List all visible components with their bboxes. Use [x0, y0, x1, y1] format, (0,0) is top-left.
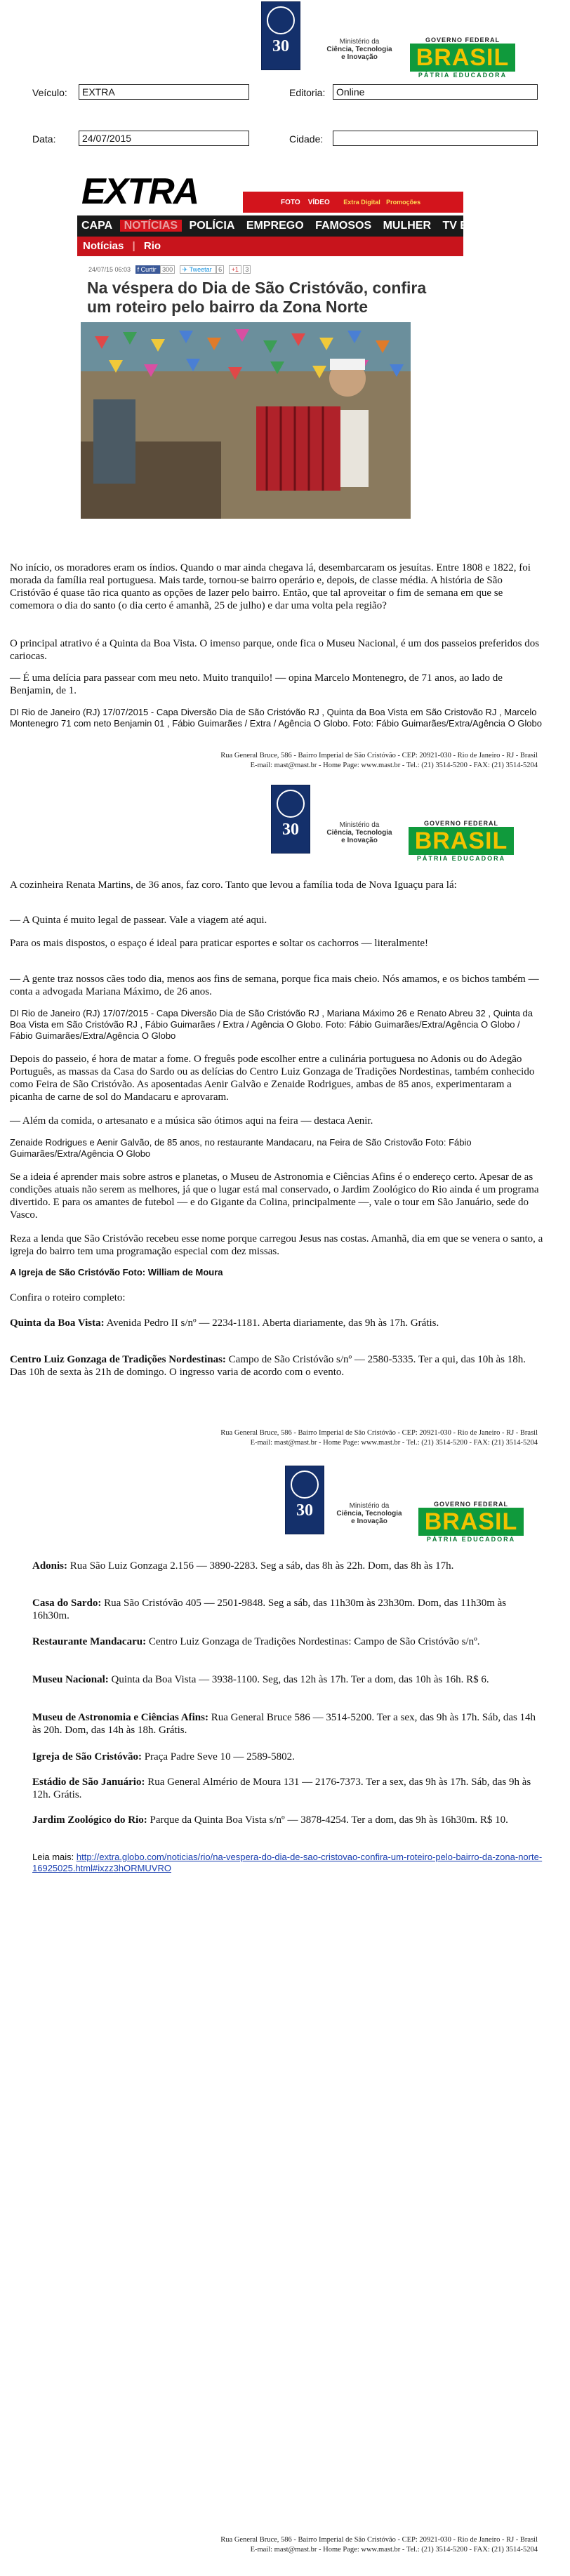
roteiro-item-7: Museu de Astronomia e Ciências Afins: Rua General Bruce 586 — 3514-5200. Ter a sex, das 9h às 17h. Sáb, das 14h às 20h. Dom, das 14h às 18h. Grátis.	[32, 1712, 536, 1736]
paragraph-11: Reza a lenda que São Cristóvão recebeu esse nome porque carregou Jesus nas costas. Amanhã, dia em que se venera o santo, a igreja do bairro tem uma programação especial com dez missas.	[10, 1233, 543, 1257]
paragraph-7: — A gente traz nossos cães todo dia, menos aos fins de semana, porque fica mais cheio. Nós amamos, e os bichos também — conta a advogada Mariana Máximo, de 26 anos.	[10, 974, 539, 997]
paragraph-4: A cozinheira Renata Martins, de 36 anos, faz coro. Tanto que levou a família toda de Nova Iguaçu para lá:	[10, 879, 457, 891]
leia-mais-label: Leia mais:	[32, 1852, 77, 1862]
paragraph-5: — A Quinta é muito legal de passear. Vale a viagem até aqui.	[10, 915, 267, 926]
mast-logo	[271, 785, 310, 854]
ministry-text: Ministério da Ciência, Tecnologia e Inovação	[336, 1502, 402, 1525]
emblem-icon	[277, 790, 305, 818]
emblem-icon	[267, 6, 295, 34]
data-label: Data:	[32, 133, 56, 145]
emblem-icon	[291, 1470, 319, 1499]
ministry-text: Ministério da Ciência, Tecnologia e Inovação	[326, 821, 392, 844]
gov-brasil-logo: GOVERNO FEDERAL BRASIL PÁTRIA EDUCADORA	[418, 1501, 524, 1543]
extra-brand: EXTRA	[81, 171, 199, 212]
logo-number: 30	[296, 1501, 313, 1520]
photo-caption-1: DI Rio de Janeiro (RJ) 17/07/2015 - Capa Diversão Dia de São Cristóvão RJ , Quinta da Boa Vista em São Cristovão RJ , Marcelo Montenegro 71 com neto Benjamin 01 , Fábio Guimarães / Extra / Agência O Globo. Foto: Fábio Guimarães/Extra/Agência O Globo	[10, 707, 542, 729]
nav-mulher[interactable]: MULHER	[383, 220, 432, 232]
roteiro-item-6: Museu Nacional: Quinta da Boa Vista — 3938-1100. Seg, das 12h às 17h. Ter a dom, das 10h às 16h. R$ 6.	[32, 1674, 489, 1685]
logo-number: 30	[282, 821, 299, 839]
masthead-links	[281, 199, 420, 206]
data-field[interactable]: 24/07/2015	[79, 131, 249, 146]
nav-policia[interactable]: POLÍCIA	[189, 220, 235, 232]
facebook-curtir-button[interactable]: f Curtir	[135, 265, 161, 274]
photo-caption-4: A Igreja de São Cristóvão Foto: William de Moura	[10, 1267, 223, 1277]
facebook-icon: f	[137, 266, 140, 273]
section-rio[interactable]: Rio	[143, 240, 161, 252]
tweet-button[interactable]: ✈ Tweetar	[180, 265, 216, 274]
roteiro-item-4: Casa do Sardo: Rua São Cristóvão 405 — 2501-9848. Seg a sáb, das 11h30m às 23h30m. Dom, das 11h30m às 16h30m.	[32, 1598, 507, 1621]
editoria-label: Editoria:	[289, 87, 326, 98]
logo-number: 30	[272, 37, 289, 55]
extra-masthead	[77, 171, 463, 213]
roteiro-item-1: Quinta da Boa Vista: Avenida Pedro II s/nº — 2234-1181. Aberta diariamente, das 9h às 17h. Grátis.	[10, 1317, 439, 1329]
roteiro-item-2: Centro Luiz Gonzaga de Tradições Nordestinas: Campo de São Cristóvão s/nº — 2580-5335. Ter a qui, das 10h às 18h. Das 10h de sexta às 21h de domingo. O ingresso varia de acordo com o evento.	[10, 1354, 526, 1378]
nav-famosos[interactable]: FAMOSOS	[315, 220, 372, 232]
headline: Na véspera do Dia de São Cristóvão, confira um roteiro pelo bairro da Zona Norte	[87, 279, 427, 316]
extra-nav	[77, 215, 508, 237]
twitter-icon: ✈	[182, 266, 188, 273]
article-photo	[81, 322, 411, 519]
ministry-text: Ministério da Ciência, Tecnologia e Inovação	[326, 38, 392, 61]
section-noticias[interactable]: Notícias	[83, 240, 124, 252]
paragraph-9: — Além da comida, o artesanato e a música são ótimos aqui na feira — destaca Aenir.	[10, 1115, 373, 1127]
paragraph-12: Confira o roteiro completo:	[10, 1292, 126, 1303]
nav-noticias[interactable]: NOTÍCIAS	[120, 220, 182, 232]
nav-tv-lazer[interactable]: TV E LAZER	[442, 220, 508, 232]
gplus-count: 3	[243, 265, 251, 274]
video-link[interactable]: VÍDEO	[307, 199, 330, 206]
extra-digital-link[interactable]: Extra Digital	[343, 199, 380, 206]
paragraph-2: O principal atrativo é a Quinta da Boa Vista. O imenso parque, onde fica o Museu Nacional, é um dos passeios preferidos dos cariocas.	[10, 638, 540, 662]
veiculo-label: Veículo:	[32, 87, 67, 98]
gov-brasil-logo: GOVERNO FEDERAL BRASIL PÁTRIA EDUCADORA	[409, 820, 514, 862]
accordion-player-photo	[81, 322, 411, 519]
foto-link[interactable]: FOTO	[281, 199, 300, 206]
share-row	[88, 266, 251, 274]
mast-logo	[261, 1, 300, 70]
paragraph-6: Para os mais dispostos, o espaço é ideal para praticar esportes e soltar os cachorros — literalmente!	[10, 938, 429, 949]
promocoes-link[interactable]: Promoções	[386, 199, 421, 206]
accordion-shape	[256, 406, 369, 491]
facebook-count: 300	[160, 265, 175, 274]
photo-caption-3: Zenaide Rodrigues e Aenir Galvão, de 85 anos, no restaurante Mandacaru, na Feira de São Cristovão Foto: Fábio Guimarães/Extra/Agência O Globo	[10, 1137, 472, 1159]
paragraph-8: Depois do passeio, é hora de matar a fome. O freguês pode escolher entre a culinária portuguesa no Adonis ou do Adegão Português, as massas da Casa do Sardo ou as delícias do Centro Luiz Gonzaga de Tradições Nordestinas, também conhecido como Feira de São Cristóvão. As aposentadas Aenir Galvão e Zenaide Rodrigues, ambas de 85 anos, experimentaram a picanha de carne de sol do Mandacaru e aprovaram.	[10, 1054, 535, 1103]
paragraph-3: — É uma delícia para passear com meu neto. Muito tranquilo! — opina Marcelo Montenegro, de 71 anos, ao lado de Benjamin, de 1.	[10, 672, 503, 696]
header-block-2	[271, 785, 566, 862]
leia-mais	[32, 1852, 545, 1874]
section-divider: |	[132, 240, 135, 252]
roteiro-item-5: Restaurante Mandacaru: Centro Luiz Gonzaga de Tradições Nordestinas: Campo de São Cristóvão s/nº.	[32, 1636, 480, 1647]
veiculo-field[interactable]: EXTRA	[79, 84, 249, 100]
cidade-field[interactable]	[333, 131, 538, 146]
paragraph-1: No início, os moradores eram os índios. Quando o mar ainda chegava lá, desembarcaram os jesuítas. Entre 1808 e 1822, foi morada da família real portuguesa. Mais tarde, tornou-se bairro operário e, depois, de classe média. A história de São Cristóvão é quase tão rica quanto as opções de lazer pelo bairro. Então, que tal aproveitar o fim de semana em que se comemora o dia do santo (o dia certo é amanhã, 25 de julho) e dar uma volta pela região?	[10, 562, 531, 611]
tweet-count: 6	[216, 265, 224, 274]
paragraph-10: Se a ideia é aprender mais sobre astros e planetas, o Museu de Astronomia e Ciências Afins é o endereço certo. Apesar de as condições atuais não serem as melhores, já que o lugar está mal conservado, o Jardim Zoológico do Rio ainda é um programa divertido. E para os amantes de futebol — e do Gigante da Colina, principalmente —, vale o tour em São Januário, sede do Vasco.	[10, 1171, 539, 1221]
roteiro-item-8: Igreja de São Cristóvão: Praça Padre Seve 10 — 2589-5802.	[32, 1751, 295, 1762]
photo-caption-2: DI Rio de Janeiro (RJ) 17/07/2015 - Capa Diversão Dia de São Cristóvão RJ , Mariana Máximo 26 e Renato Abreu 32 , Quinta da Boa Vista em São Cristóvão RJ , Fábio Guimarães / Extra / Agência O Globo. Foto: Fábio Guimarães/Extra/Agência O Globo / Fábio Guimarães/Extra/Agência O Globo	[10, 1008, 533, 1041]
footer-address-3: Rua General Bruce, 586 - Bairro Imperial de São Cristóvão - CEP: 20921-030 - Rio de Janeiro - RJ - Brasil E-mail: mast@mast.br - Home Page: www.mast.br - Tel.: (21) 3514-5200 - FAX: (21) 3514-5204	[220, 2536, 538, 2554]
meta-date: 24/07/15 06:03	[88, 266, 131, 273]
section-bar	[77, 237, 463, 256]
roteiro-item-9: Estádio de São Januário: Rua General Almério de Moura 131 — 2176-7373. Ter a sex, das 9h às 17h. Sáb, das 9h às 12h. Grátis.	[32, 1777, 531, 1800]
mast-logo	[285, 1466, 324, 1534]
footer-address-2: Rua General Bruce, 586 - Bairro Imperial de São Cristóvão - CEP: 20921-030 - Rio de Janeiro - RJ - Brasil E-mail: mast@mast.br - Home Page: www.mast.br - Tel.: (21) 3514-5200 - FAX: (21) 3514-5204	[220, 1429, 538, 1447]
nav-capa[interactable]: CAPA	[81, 220, 113, 232]
nav-emprego[interactable]: EMPREGO	[246, 220, 304, 232]
header-block-3	[285, 1466, 566, 1543]
header-block-1	[261, 1, 570, 79]
leia-mais-link[interactable]: http://extra.globo.com/noticias/rio/na-vespera-do-dia-de-sao-cristovao-confira-um-roteiro-pelo-bairro-da-zona-norte-16925025.html#ixzz3hORMUVRO	[32, 1852, 543, 1873]
roteiro-item-3: Adonis: Rua São Luiz Gonzaga 2.156 — 3890-2283. Seg a sáb, das 8h às 22h. Dom, das 8h às 17h.	[32, 1560, 454, 1572]
footer-address-1: Rua General Bruce, 586 - Bairro Imperial de São Cristóvão - CEP: 20921-030 - Rio de Janeiro - RJ - Brasil E-mail: mast@mast.br - Home Page: www.mast.br - Tel.: (21) 3514-5200 - FAX: (21) 3514-5204	[220, 752, 538, 769]
cidade-label: Cidade:	[289, 133, 324, 145]
editoria-field[interactable]: Online	[333, 84, 538, 100]
extra-clipping	[77, 171, 508, 522]
gplus-button[interactable]: +1	[229, 265, 241, 274]
roteiro-item-10: Jardim Zoológico do Rio: Parque da Quinta Boa Vista s/nº — 3878-4254. Ter a dom, das 9h às 16h30m. R$ 10.	[32, 1814, 508, 1826]
gov-brasil-logo: GOVERNO FEDERAL BRASIL PÁTRIA EDUCADORA	[410, 36, 515, 79]
